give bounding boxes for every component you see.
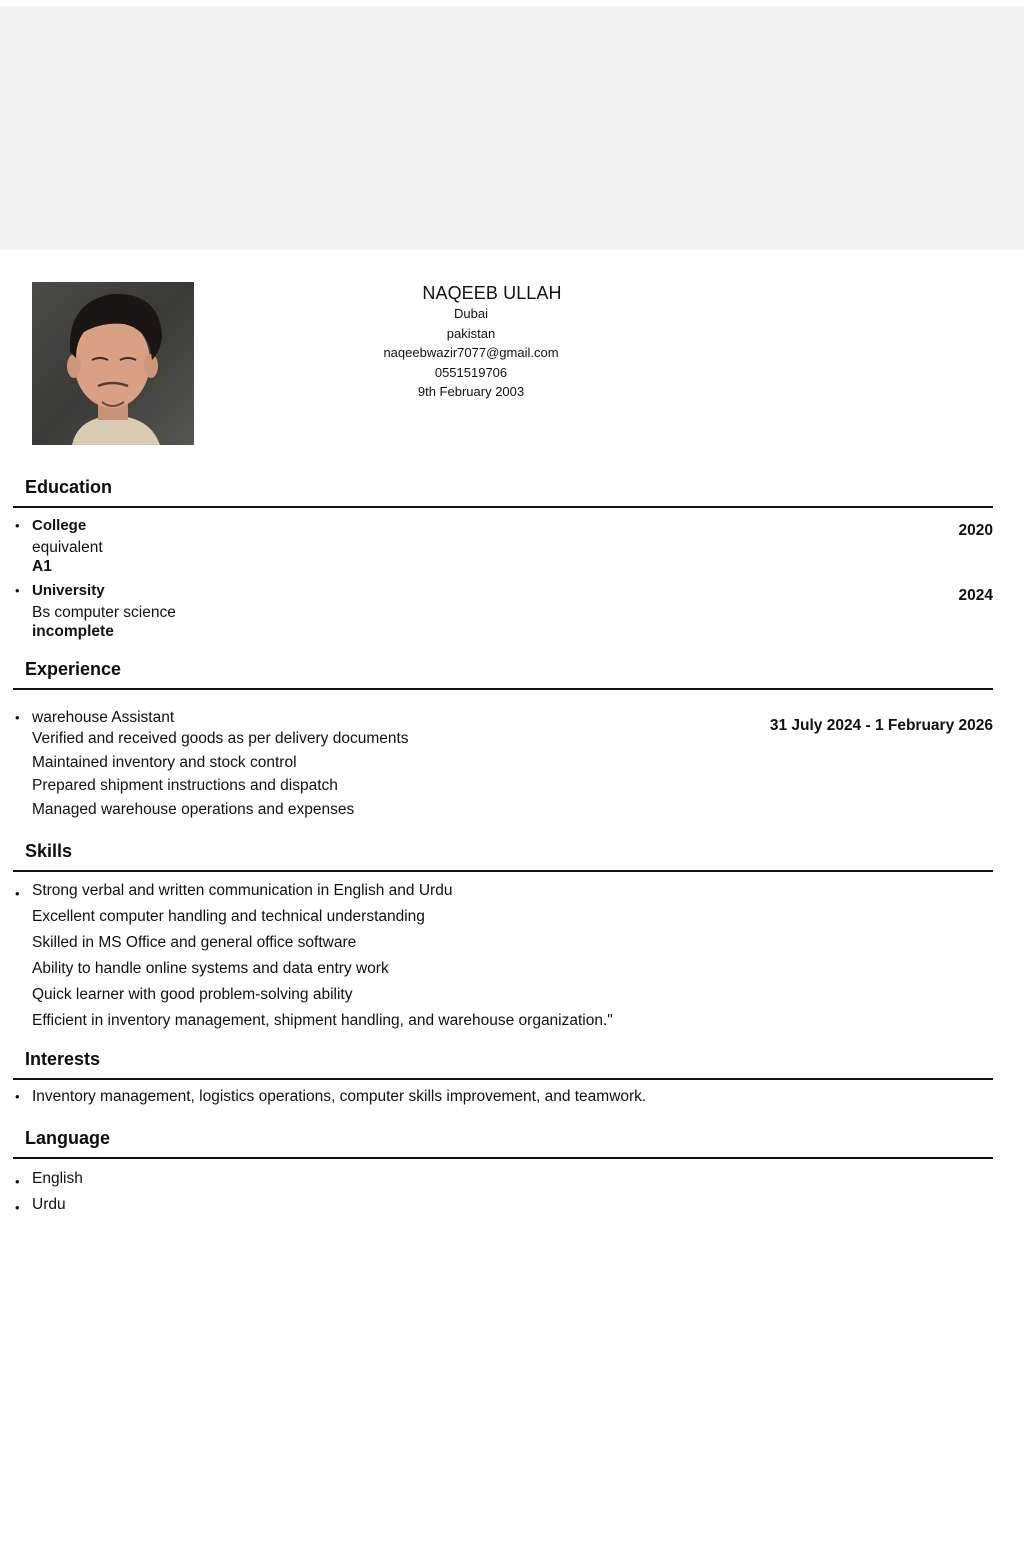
experience-section (13, 658, 993, 821)
education-item (13, 516, 993, 581)
section-title-interests: Interests (25, 1049, 101, 1069)
bullet-icon: • (15, 1173, 20, 1189)
section-divider (13, 506, 993, 508)
section-title-skills: Skills (25, 841, 73, 861)
language-section (13, 1127, 993, 1218)
skill-line: Efficient in inventory management, shipment handling, and warehouse organization." (32, 1012, 613, 1029)
duty-line: Maintained inventory and stock control (32, 753, 297, 771)
bullet-icon: • (15, 1199, 20, 1215)
skill-line: Ability to handle online systems and data entry work (32, 960, 389, 977)
bullet-icon: • (15, 518, 20, 533)
duty-line: Verified and received goods as per delivery documents (32, 730, 409, 747)
institution: College (32, 517, 87, 534)
phone[interactable]: 0551519706 (434, 364, 508, 380)
education-item (13, 581, 993, 641)
skill-line: Strong verbal and written communication in English and Urdu (32, 882, 453, 899)
bullet-icon: • (15, 710, 20, 725)
section-title-education: Education (25, 477, 113, 497)
grade: incomplete (32, 623, 114, 640)
duty-line: Managed warehouse operations and expenses (32, 800, 355, 818)
job-dates: 31 July 2024 - 1 February 2026 (769, 717, 993, 734)
job-role: warehouse Assistant (32, 709, 175, 726)
skill-line: Skilled in MS Office and general office software (32, 934, 357, 951)
duty-line: Prepared shipment instructions and dispatch (32, 777, 338, 794)
language-item (13, 1192, 993, 1218)
interest-item (13, 1087, 993, 1106)
section-divider (13, 870, 993, 872)
grade: A1 (32, 558, 52, 575)
person-photo-icon (32, 282, 194, 445)
degree: Bs computer science (32, 604, 176, 621)
section-divider (13, 688, 993, 690)
interests-section (13, 1048, 993, 1106)
profile-photo (32, 282, 194, 445)
candidate-name: NAQEEB ULLAH (422, 283, 562, 303)
email[interactable]: naqeebwazir7077@gmail.com (383, 345, 559, 360)
city: Dubai (454, 306, 488, 321)
education-year: 2024 (958, 587, 993, 604)
language-name: Urdu (32, 1195, 66, 1213)
skills-item (13, 878, 993, 1034)
skills-section (13, 840, 993, 1034)
education-year: 2020 (958, 522, 993, 539)
institution: University (32, 582, 105, 599)
language-item (13, 1166, 993, 1192)
section-divider (13, 1078, 993, 1080)
section-title-experience: Experience (25, 659, 122, 679)
experience-item (13, 708, 993, 821)
section-title-language: Language (25, 1128, 111, 1148)
bullet-icon: • (15, 886, 20, 901)
country: pakistan (446, 325, 496, 341)
date-of-birth: 9th February 2003 (417, 384, 525, 399)
language-name: English (32, 1169, 83, 1187)
skill-line: Excellent computer handling and technical understanding (32, 908, 425, 925)
skill-line: Quick learner with good problem-solving ability (32, 986, 353, 1003)
bullet-icon: • (15, 1089, 20, 1104)
contact-block (340, 282, 602, 402)
bullet-icon: • (15, 583, 20, 598)
section-divider (13, 1157, 993, 1159)
interest-text: Inventory management, logistics operations, computer skills improvement, and teamwork. (32, 1088, 647, 1105)
education-section (13, 476, 993, 641)
resume-header (0, 250, 1024, 460)
degree: equivalent (32, 539, 103, 556)
top-banner (0, 6, 1024, 250)
